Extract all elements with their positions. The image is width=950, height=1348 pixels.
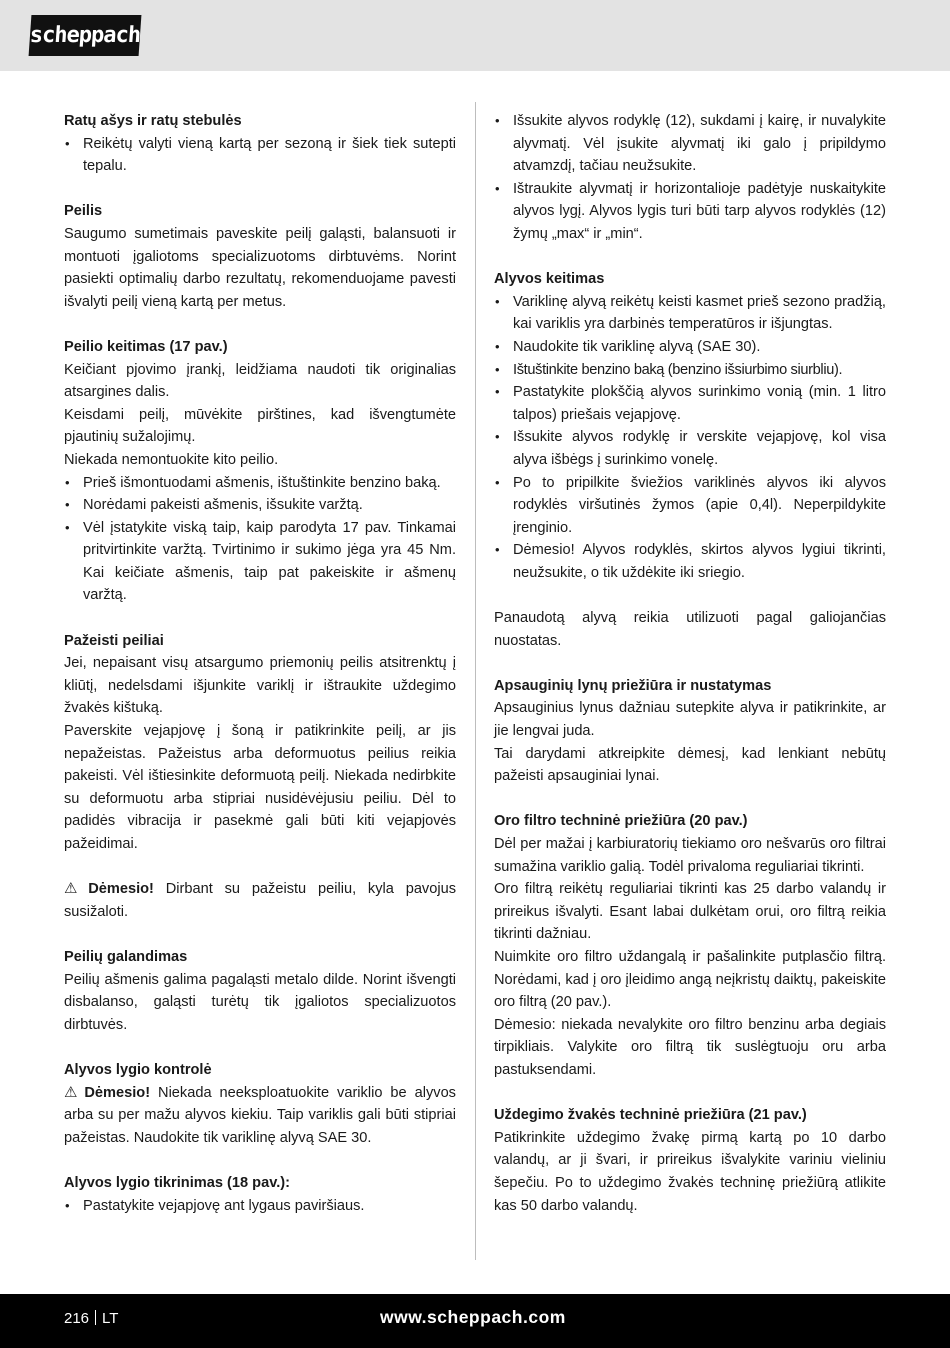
warning-triangle-icon: ⚠ xyxy=(64,880,86,898)
warning-paragraph xyxy=(64,1082,456,1150)
paragraph: Dėmesio: niekada nevalykite oro filtro benzinu arba degiais tirpikliais. Valykite oro filtrą tik suslėgtuoju oru arba pastuksendami. xyxy=(494,1016,886,1078)
column-divider xyxy=(475,102,476,1260)
list-item: • Prieš išmontuodami ašmenis, ištuštinkite benzino baką. xyxy=(64,472,456,495)
paragraph: Paverskite vejapjovę į šoną ir patikrinkite peilį, ar jis nepažeistas. Pažeistus arba deformuotus peilius reikia pakeisti. Vėl ištiesinkite deformuotą peilį. Niekada nedirbkite su deformuotu arba stipriai nusidėvėjusiu peiliu. Dėl to padidės vibracija ir pasekmė gali būti kiti vejapjovės pažeidimai. xyxy=(64,723,456,852)
warning-text: Dirbant su pažeistu peiliu, kyla pavojus susižaloti. xyxy=(64,881,457,920)
section-heading: Oro filtro techninė priežiūra (20 pav.) xyxy=(494,813,748,830)
paragraph: Dėl per mažai į karbiuratorių tiekiamo oro nešvarūs oro filtrai sumažina variklio galią. Todėl privaloma reguliariai tikrinti. xyxy=(494,836,886,875)
paragraph: Tai darydami atkreipkite dėmesį, kad lenkiant nebūtų pažeisti apsauginiai lynai. xyxy=(494,745,886,785)
page-number xyxy=(64,1310,118,1327)
paragraph: Keičiant pjovimo įrankį, leidžiama naudoti tik originalias atsargines dalis. xyxy=(64,361,456,401)
paragraph: Keisdami peilį, mūvėkite pirštines, kad išvengtumėte pjautinių sužalojimų. xyxy=(64,406,456,446)
section-heading: Alyvos lygio tikrinimas (18 pav.): xyxy=(64,1174,291,1191)
paragraph: Peilių ašmenis galima pagaląsti metalo dilde. Norint išvengti disbalanso, galąsti turėtų tik įgaliotos specializuotos dirbtuvės. xyxy=(64,971,456,1033)
left-column xyxy=(64,110,456,1217)
paragraph: Oro filtrą reikėtų reguliariai tikrinti kas 25 darbo valandų ir prireikus išvalyti. Esant labai dulkėtam orui, oro filtrą reikia tikrinti dažniau. xyxy=(494,881,886,943)
list-item: • Norėdami pakeisti ašmenis, išsukite varžtą. xyxy=(64,494,456,517)
warning-label: Dėmesio! xyxy=(84,1084,151,1101)
language-code: LT xyxy=(102,1310,119,1327)
bullet-list xyxy=(494,291,886,585)
list-item: • Dėmesio! Alyvos rodyklės, skirtos alyvos lygiui tikrinti, neužsukite, o tik uždėkite iki sriegio. xyxy=(494,539,886,584)
warning-paragraph xyxy=(64,878,456,923)
paragraph: Nuimkite oro filtro uždangalą ir pašalinkite putplasčio filtrą. Norėdami, kad į oro įleidimo angą neįkristų daiktų, pakeiskite oro filtrą (20 pav.). xyxy=(494,948,886,1011)
list-item: • Reikėtų valyti vieną kartą per sezoną ir šiek tiek sutepti tepalu. xyxy=(64,133,456,178)
section-heading: Ratų ašys ir ratų stebulės xyxy=(64,113,242,129)
bullet-list xyxy=(64,1195,456,1218)
paragraph: Panaudotą alyvą reikia utilizuoti pagal galiojančias nuostatas. xyxy=(494,610,886,649)
list-item: • Vėl įstatykite viską taip, kaip parodyta 17 pav. Tinkamai pritvirtinkite varžtą. Tvirtinimo ir sukimo jėga yra 45 Nm. Kai keičiate ašmenis, taip pat pakeiskite ir ašmenų varžtą. xyxy=(64,517,456,607)
section-heading: Alyvos keitimas xyxy=(494,271,605,288)
warning-label: Dėmesio! xyxy=(88,881,154,898)
section-heading: Peilis xyxy=(64,203,103,220)
bullet-list xyxy=(64,133,456,178)
bullet-list xyxy=(64,472,456,608)
right-column xyxy=(494,110,886,1217)
list-item: • Po to pripilkite šviežios variklinės alyvos iki alyvos rodyklės viršutinės žymos (apie 0,4l). Neperpildykite įrenginio. xyxy=(494,472,886,540)
warning-triangle-icon: ⚠ xyxy=(64,1083,82,1101)
list-item: • Išsukite alyvos rodyklę (12), sukdami į kairę, ir nuvalykite alyvmatį. Vėl įsukite alyvmatį iki galo į pripildymo atvamzdį, tačiau neužsukite. xyxy=(494,110,886,178)
list-item: • Pastatykite vejapjovę ant lygaus paviršiaus. xyxy=(64,1195,456,1218)
bullet-list xyxy=(494,110,886,246)
website-link[interactable]: www.scheppach.com xyxy=(380,1307,566,1327)
footer-band xyxy=(0,1294,950,1348)
list-item: • Ištraukite alyvmatį ir horizontalioje padėtyje nuskaitykite alyvos lygį. Alyvos lygis turi būti tarp alyvos rodyklės (12) žymų „max“ ir „min“. xyxy=(494,178,886,246)
section-heading: Pažeisti peiliai xyxy=(64,632,164,649)
section-heading: Alyvos lygio kontrolė xyxy=(64,1061,212,1078)
paragraph: Patikrinkite uždegimo žvakę pirmą kartą po 10 darbo valandų, ar ji švari, ir prireikus išvalykite variniu vieliniu šepečiu. Po to uždegimo žvakės techninę priežiūrą atlikite kas 50 darbo valandų. xyxy=(494,1129,886,1214)
paragraph: Jei, nepaisant visų atsargumo priemonių peilis atsitrenktų į kliūtį, nedelsdami išjunkite variklį ir ištraukite uždegimo žvakės kištuką. xyxy=(64,655,456,717)
paragraph: Niekada nemontuokite kito peilio. xyxy=(64,451,279,468)
warning-text: Niekada neeksploatuokite variklio be alyvos arba su per mažu alyvos kiekiu. Taip variklis gali būti stipriai pažeistas. Naudokite tik variklinę alyvą SAE 30. xyxy=(64,1084,456,1146)
list-item: • Ištuštinkite benzino baką (benzino išsiurbimo siurbliu). xyxy=(494,359,886,382)
paragraph: Saugumo sumetimais paveskite peilį galąsti, balansuoti ir montuoti įgaliotoms specializuotoms dirbtuvėms. Norint pasiekti optimalių darbo rezultatų, rekomenduojame pavesti išvalyti peilį vieną kartą per metus. xyxy=(64,225,456,310)
page-number-value: 216 xyxy=(64,1310,90,1327)
section-heading: Apsauginių lynų priežiūra ir nustatymas xyxy=(494,677,772,694)
header-band xyxy=(0,0,950,71)
section-heading: Uždegimo žvakės techninė priežiūra (21 pav.) xyxy=(494,1107,807,1124)
list-item: • Variklinę alyvą reikėtų keisti kasmet prieš sezono pradžią, kai variklis yra darbinės temperatūros ir išjungtas. xyxy=(494,291,886,336)
list-item: • Išsukite alyvos rodyklę ir verskite vejapjovę, kol visa alyva išbėgs į surinkimo vonelę. xyxy=(494,426,886,471)
list-item: • Pastatykite plokščią alyvos surinkimo vonią (min. 1 litro talpos) priešais vejapjovę. xyxy=(494,381,886,426)
paragraph: Apsauginius lynus dažniau sutepkite alyva ir patikrinkite, ar jie lengvai juda. xyxy=(494,700,886,740)
scheppach-logo: scheppach xyxy=(29,15,142,56)
section-heading: Peilių galandimas xyxy=(64,948,188,965)
list-item: • Naudokite tik variklinę alyvą (SAE 30). xyxy=(494,336,886,359)
section-heading: Peilio keitimas (17 pav.) xyxy=(64,338,228,355)
